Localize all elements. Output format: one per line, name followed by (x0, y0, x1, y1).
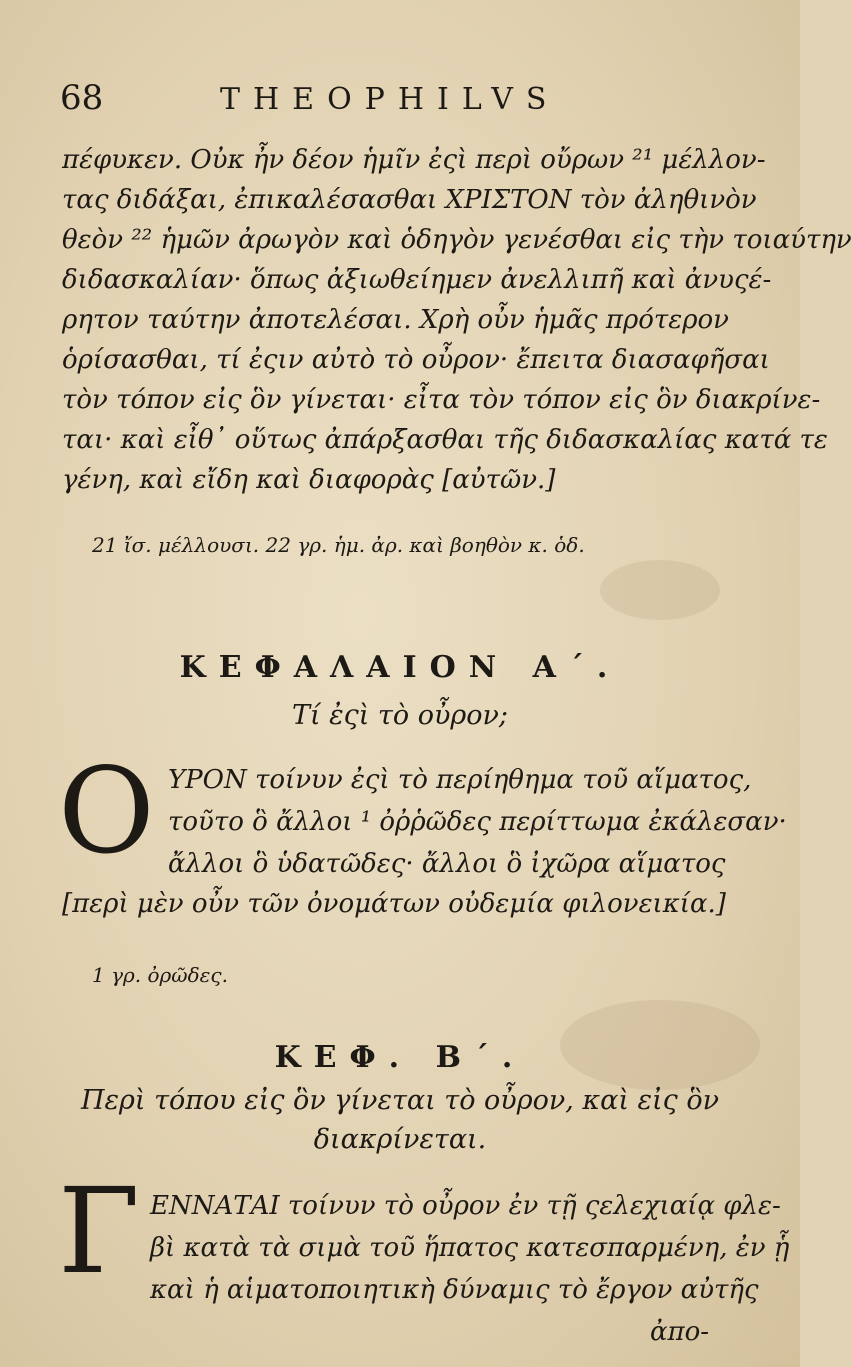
page-number: 68 (60, 78, 104, 118)
text-line: ὁρίσασθαι, τί ἐςιν αὐτὸ τὸ οὖρον· ἔπειτα διασαφῆσαι (62, 345, 770, 375)
drop-capital: O (58, 742, 155, 880)
text-line: [περὶ μὲν οὖν τῶν ὀνομάτων οὐδεμία φιλονεικία.] (62, 889, 726, 919)
text-line: γένη, καὶ εἴδη καὶ διαφορὰς [αὐτῶν.] (62, 465, 556, 495)
text-line: τὸν τόπον εἰς ὃν γίνεται· εἶτα τὸν τόπον εἰς ὃν διακρίνε- (62, 385, 821, 415)
chapter-subheading: Τί ἐςὶ τὸ οὖρον; (291, 700, 509, 731)
chapter-subheading: Περὶ τόπου εἰς ὃν γίνεται τὸ οὖρον, καὶ εἰς ὃν (81, 1085, 719, 1116)
drop-capital: Γ (58, 1162, 140, 1300)
text-line: καὶ ἡ αἱματοποιητικὴ δύναμις τὸ ἔργον αὐτῆς (150, 1275, 759, 1305)
page-header (58, 78, 758, 122)
text-line: ται· καὶ εἶθ᾽ οὕτως ἀπάρξασθαι τῆς διδασκαλίας κατά τε (62, 425, 828, 455)
text-line: ρητον ταύτην ἀποτελέσαι. Χρὴ οὖν ἡμᾶς πρότερον (62, 305, 729, 335)
footnote: 1 γρ. ὀρῶδες. (92, 963, 228, 987)
text-line: τας διδάξαι, ἐπικαλέσασθαι ΧΡΙΣΤΟΝ τὸν ἀληθινὸν (62, 185, 757, 215)
catchword: ἀπο- (650, 1317, 710, 1347)
running-title: THEOPHILVS (220, 82, 560, 117)
chapter-heading: ΚΕΦΑΛΑΙΟΝ Α΄. (179, 650, 621, 685)
text-line: ΥΡΟΝ τοίνυν ἐςὶ τὸ περίηθημα τοῦ αἵματος, (168, 765, 752, 795)
text-line: βὶ κατὰ τὰ σιμὰ τοῦ ἥπατος κατεσπαρμένη, ἐν ᾗ (150, 1233, 790, 1263)
footnote: 21 ἴσ. μέλλουσι. 22 γρ. ἡμ. ἀρ. καὶ βοηθὸν κ. ὁδ. (92, 533, 585, 557)
text-line: ἄλλοι ὃ ὑδατῶδες· ἄλλοι ὃ ἰχῶρα αἵματος (168, 849, 726, 879)
text-line: τοῦτο ὃ ἄλλοι ¹ ὀῤῥῶδες περίττωμα ἐκάλεσαν· (168, 807, 787, 837)
text-line: ΕΝΝΑΤΑΙ τοίνυν τὸ οὖρον ἐν τῇ ςελεχιαίᾳ φλε- (150, 1191, 781, 1221)
text-line: θεὸν ²² ἡμῶν ἀρωγὸν καὶ ὁδηγὸν γενέσθαι εἰς τὴν τοιαύτην (62, 225, 852, 255)
text-line: πέφυκεν. Οὐκ ἦν δέον ἡμῖν ἐςὶ περὶ οὔρων ²¹ μέλλον- (62, 145, 766, 175)
chapter-heading: ΚΕΦ. Β΄. (274, 1040, 526, 1075)
text-line: διδασκαλίαν· ὅπως ἀξιωθείημεν ἀνελλιπῆ καὶ ἀνυςέ- (62, 265, 772, 295)
chapter-subheading: διακρίνεται. (313, 1124, 487, 1155)
